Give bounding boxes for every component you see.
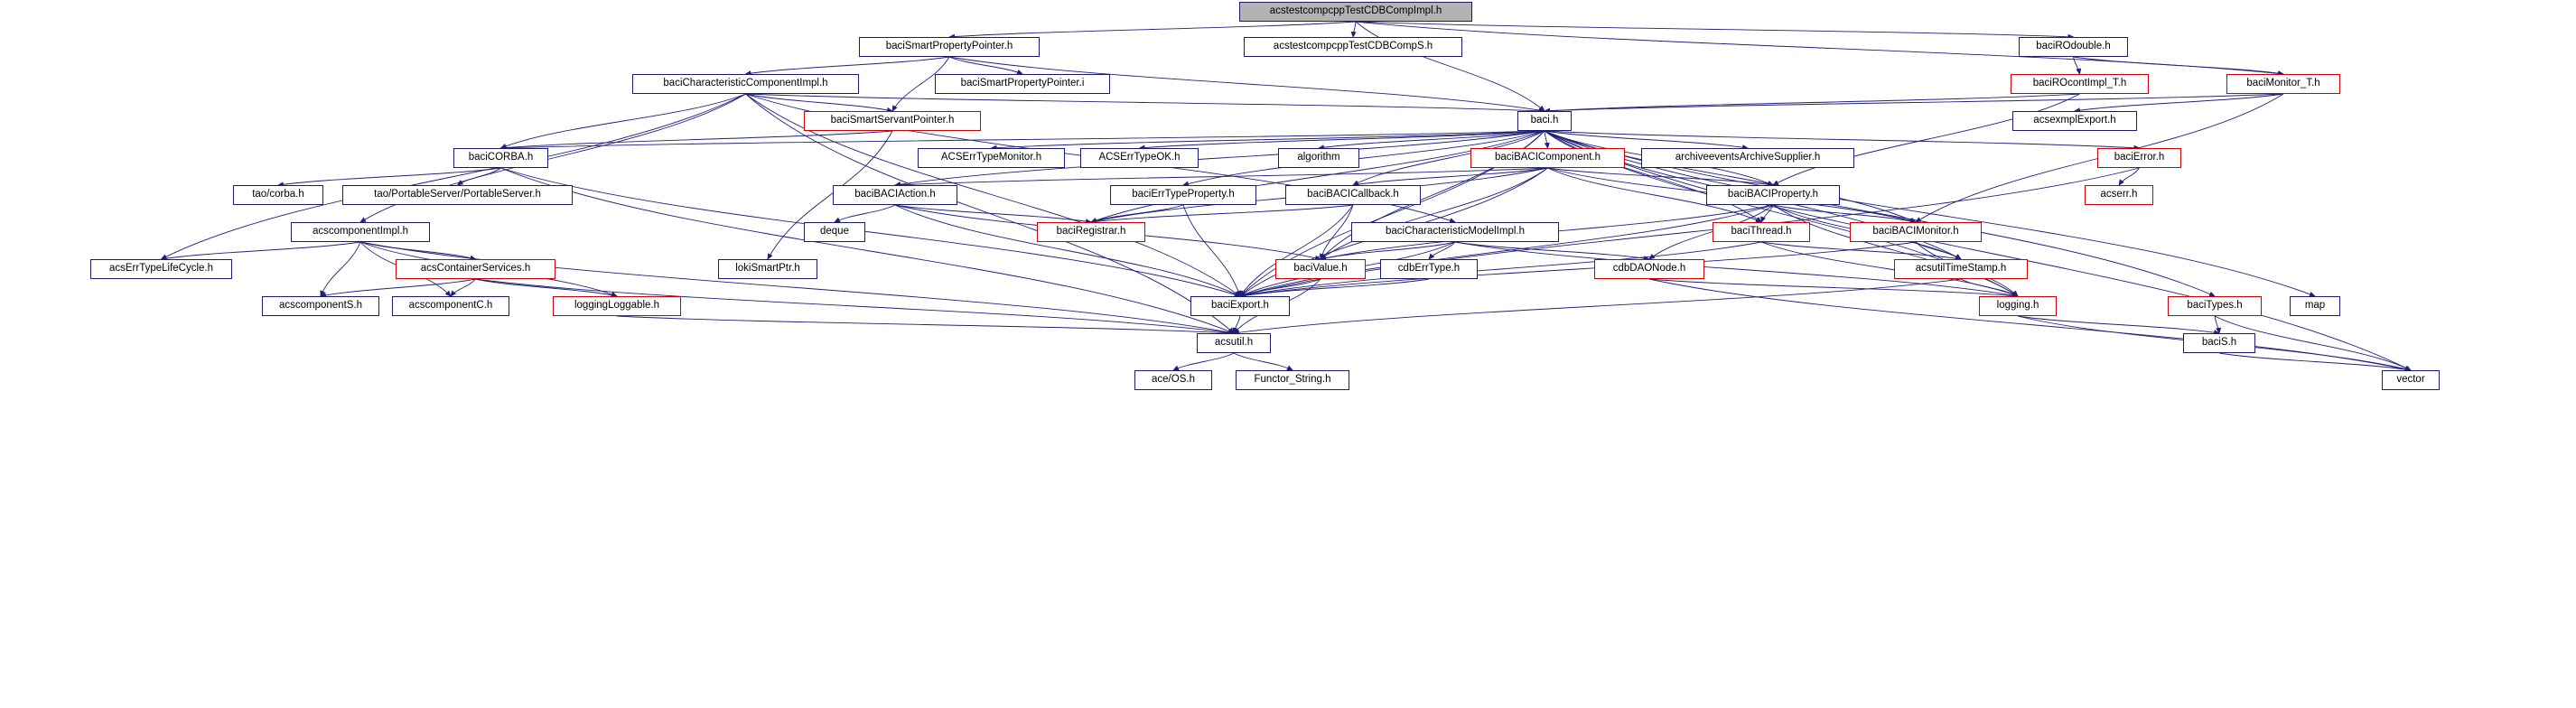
graph-node-label: baciBACIProperty.h xyxy=(1727,189,1819,200)
graph-node-acserr-h[interactable] xyxy=(2085,185,2153,205)
graph-node-label: baciBACIMonitor.h xyxy=(1872,226,1959,238)
graph-node-label: acscomponentImpl.h xyxy=(312,226,409,238)
graph-node-acstestcompcpptestcdbcompimpl-h[interactable] xyxy=(1239,2,1472,22)
graph-node-acserrtypemonitor-h[interactable] xyxy=(918,148,1065,168)
graph-node-label: acstestcompcppTestCDBCompS.h xyxy=(1273,41,1433,52)
graph-node-label: deque xyxy=(820,226,849,238)
graph-node-label: loggingLoggable.h xyxy=(574,300,659,312)
graph-node-acsutil-h[interactable] xyxy=(1197,333,1271,353)
graph-node-bacibacimonitor-h[interactable] xyxy=(1850,222,1982,242)
graph-node-label: acserr.h xyxy=(2100,189,2138,200)
graph-node-label: baciBACIComponent.h xyxy=(1495,152,1601,163)
graph-node-label: acsContainerServices.h xyxy=(420,263,531,275)
graph-node-loggingloggable-h[interactable] xyxy=(553,296,681,316)
graph-node-acscomponents-h[interactable] xyxy=(262,296,379,316)
graph-node-bacis-h[interactable] xyxy=(2183,333,2255,353)
graph-node-label: vector xyxy=(2396,374,2425,386)
graph-node-label: baciCORBA.h xyxy=(468,152,534,163)
graph-node-label: baciBACIAction.h xyxy=(854,189,936,200)
graph-node-bacismartservantpointer-h[interactable] xyxy=(804,111,981,131)
graph-node-label: baciError.h xyxy=(2114,152,2165,163)
graph-node-label: tao/corba.h xyxy=(252,189,304,200)
graph-node-label: baciCharacteristicModelImpl.h xyxy=(1385,226,1526,238)
graph-node-vector[interactable] xyxy=(2382,370,2440,390)
graph-node-bacismartpropertypointer-i[interactable] xyxy=(935,74,1110,94)
graph-node-label: acsErrTypeLifeCycle.h xyxy=(108,263,214,275)
graph-node-bacithread-h[interactable] xyxy=(1713,222,1810,242)
graph-node-cdbdaonode-h[interactable] xyxy=(1594,259,1704,279)
graph-node-label: archiveeventsArchiveSupplier.h xyxy=(1675,152,1821,163)
graph-node-label: baci.h xyxy=(1530,115,1559,126)
graph-node-label: baciROcontImpl_T.h xyxy=(2032,78,2127,89)
graph-node-acsutiltimestamp-h[interactable] xyxy=(1894,259,2028,279)
graph-node-tao-corba-h[interactable] xyxy=(233,185,323,205)
graph-node-label: cdbErrType.h xyxy=(1397,263,1461,275)
graph-node-baciexport-h[interactable] xyxy=(1190,296,1290,316)
graph-node-label: baciTypes.h xyxy=(2187,300,2243,312)
graph-node-bacicorba-h[interactable] xyxy=(453,148,548,168)
graph-node-bacibacicomponent-h[interactable] xyxy=(1470,148,1625,168)
graph-node-label: tao/PortableServer/PortableServer.h xyxy=(374,189,541,200)
graph-node-label: baciS.h xyxy=(2201,337,2237,349)
graph-node-label: acsutil.h xyxy=(1214,337,1254,349)
graph-node-acscomponentimpl-h[interactable] xyxy=(291,222,430,242)
graph-node-label: baciValue.h xyxy=(1293,263,1348,275)
graph-node-label: acscomponentS.h xyxy=(278,300,363,312)
graph-node-label: ACSErrTypeOK.h xyxy=(1098,152,1181,163)
graph-node-label: ace/OS.h xyxy=(1152,374,1195,386)
graph-node-label: acscomponentC.h xyxy=(408,300,493,312)
graph-node-archiveeventsarchivesupplier-h[interactable] xyxy=(1641,148,1854,168)
graph-node-ace-os-h[interactable] xyxy=(1134,370,1212,390)
graph-node-baci-h[interactable] xyxy=(1517,111,1572,131)
graph-node-label: baciROdouble.h xyxy=(2036,41,2111,52)
graph-node-label: map xyxy=(2304,300,2326,312)
graph-node-acstestcompcpptestcdbcomps-h[interactable] xyxy=(1244,37,1462,57)
graph-node-label: baciThread.h xyxy=(1731,226,1792,238)
graph-node-cdberrtype-h[interactable] xyxy=(1380,259,1478,279)
graph-node-acscomponentc-h[interactable] xyxy=(392,296,509,316)
graph-node-bacibaciproperty-h[interactable] xyxy=(1706,185,1840,205)
graph-node-label: baciBACICallback.h xyxy=(1307,189,1399,200)
graph-node-label: Functor_String.h xyxy=(1254,374,1331,386)
graph-node-map[interactable] xyxy=(2290,296,2340,316)
graph-node-acserrtypeok-h[interactable] xyxy=(1080,148,1199,168)
graph-node-bacimonitor-t-h[interactable] xyxy=(2226,74,2340,94)
graph-node-label: baciErrTypeProperty.h xyxy=(1132,189,1235,200)
graph-node-bacibaciaction-h[interactable] xyxy=(833,185,957,205)
graph-node-label: baciSmartPropertyPointer.h xyxy=(885,41,1013,52)
graph-node-label: acsexmplExport.h xyxy=(2033,115,2116,126)
graph-node-label: baciCharacteristicComponentImpl.h xyxy=(663,78,828,89)
graph-node-bacivalue-h[interactable] xyxy=(1275,259,1366,279)
graph-node-logging-h[interactable] xyxy=(1979,296,2057,316)
graph-node-label: cdbDAONode.h xyxy=(1612,263,1686,275)
graph-node-label: lokiSmartPtr.h xyxy=(735,263,800,275)
graph-node-acserrtypelifecycle-h[interactable] xyxy=(90,259,232,279)
graph-node-functor-string-h[interactable] xyxy=(1236,370,1349,390)
graph-node-deque[interactable] xyxy=(804,222,865,242)
graph-node-label: algorithm xyxy=(1297,152,1340,163)
graph-node-bacismartpropertypointer-h[interactable] xyxy=(859,37,1040,57)
graph-node-tao-portableserver-portableserver-h[interactable] xyxy=(342,185,573,205)
graph-node-label: logging.h xyxy=(1996,300,2039,312)
graph-node-bacierrtypeproperty-h[interactable] xyxy=(1110,185,1256,205)
graph-node-bacirodouble-h[interactable] xyxy=(2019,37,2128,57)
graph-node-acscontainerservices-h[interactable] xyxy=(396,259,555,279)
graph-node-baciregistrar-h[interactable] xyxy=(1037,222,1145,242)
graph-node-label: baciMonitor_T.h xyxy=(2246,78,2320,89)
graph-node-acsexmplexport-h[interactable] xyxy=(2012,111,2137,131)
graph-node-label: ACSErrTypeMonitor.h xyxy=(940,152,1042,163)
graph-node-bacicharacteristiccomponentimpl-h[interactable] xyxy=(632,74,859,94)
graph-node-lokismartptr-h[interactable] xyxy=(718,259,817,279)
graph-node-bacirocontimpl-t-h[interactable] xyxy=(2011,74,2149,94)
graph-node-label: baciSmartServantPointer.h xyxy=(830,115,955,126)
graph-node-bacibacicallback-h[interactable] xyxy=(1285,185,1421,205)
graph-node-label: baciRegistrar.h xyxy=(1056,226,1126,238)
graph-node-label: baciSmartPropertyPointer.i xyxy=(960,78,1085,89)
graph-node-bacitypes-h[interactable] xyxy=(2168,296,2262,316)
graph-node-label: acsutilTimeStamp.h xyxy=(1915,263,2007,275)
graph-node-bacicharacteristicmodelimpl-h[interactable] xyxy=(1351,222,1559,242)
graph-node-label: acstestcompcppTestCDBCompImpl.h xyxy=(1269,5,1442,17)
graph-node-bacierror-h[interactable] xyxy=(2097,148,2181,168)
graph-node-label: baciExport.h xyxy=(1211,300,1269,312)
graph-node-algorithm[interactable] xyxy=(1278,148,1359,168)
